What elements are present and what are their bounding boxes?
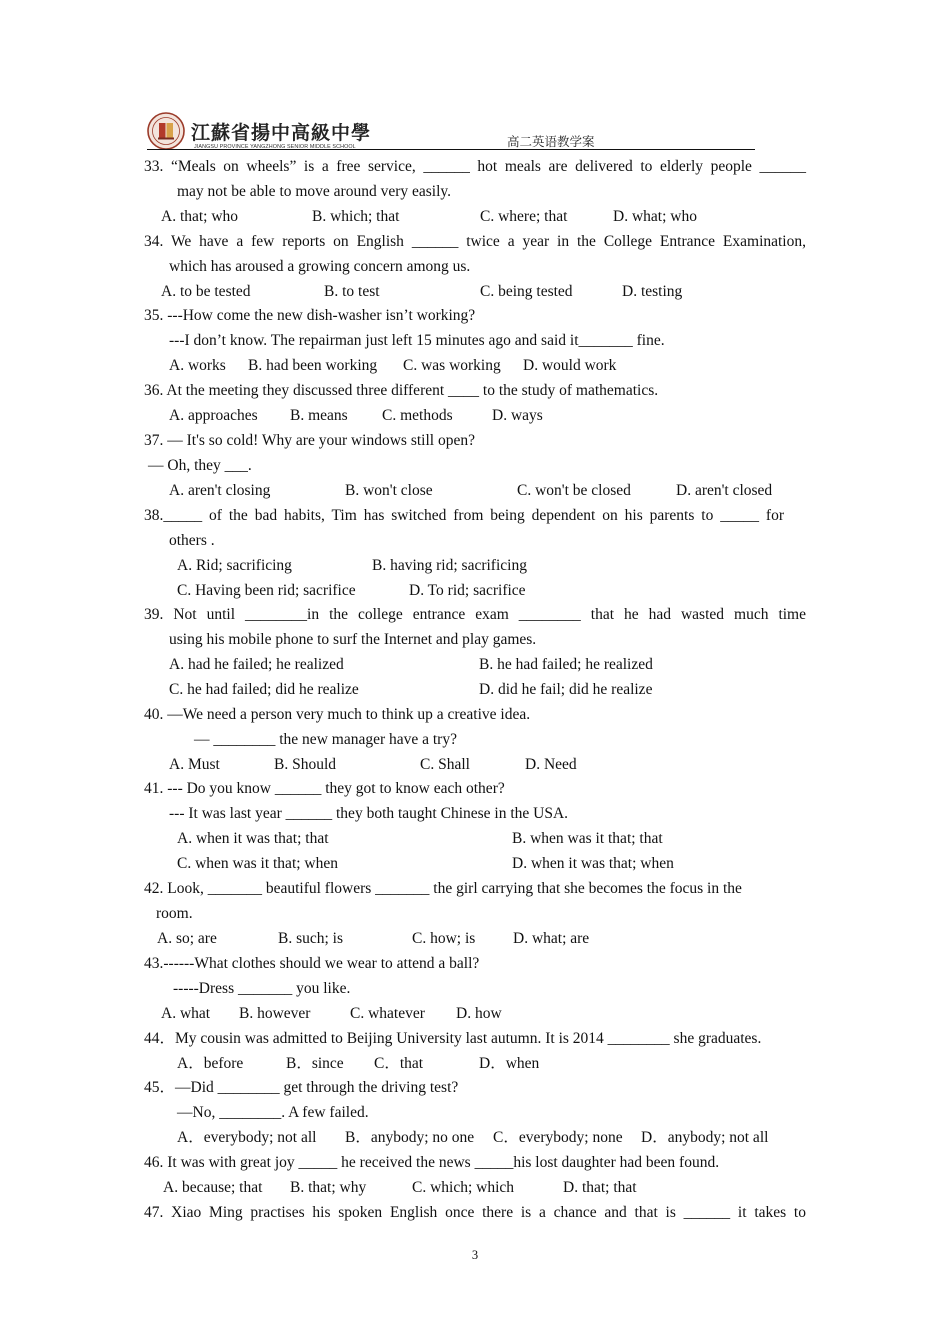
q41-option-d: D. when it was that; when xyxy=(512,855,674,872)
q36-option-c: C. methods xyxy=(382,407,453,424)
q41-option-c: C. when was it that; when xyxy=(177,855,339,872)
q37-line-2: — Oh, they ___. xyxy=(148,457,252,474)
q38-line-2: others . xyxy=(169,532,215,549)
q42-option-c: C. how; is xyxy=(412,930,476,947)
q45-option-d: D．anybody; not all xyxy=(641,1129,769,1146)
school-name-en: JIANGSU PROVINCE YANGZHONG SENIOR MIDDLE SCHOOL xyxy=(194,144,356,150)
q37-option-d: D. aren't closed xyxy=(676,482,773,499)
q37-option-c: C. won't be closed xyxy=(517,482,631,499)
q34-line-2: which has aroused a growing concern among us. xyxy=(169,258,471,275)
q35-option-b: B. had been working xyxy=(248,357,378,374)
q33-line-2: may not be able to move around very easily. xyxy=(177,183,452,200)
q39-option-b: B. he had failed; he realized xyxy=(479,656,653,673)
q42-option-a: A. so; are xyxy=(157,930,217,947)
q40-option-a: A. Must xyxy=(169,756,220,773)
q35-option-d: D. would work xyxy=(523,357,617,374)
q36-option-a: A. approaches xyxy=(169,407,258,424)
q44-option-d: D．when xyxy=(479,1055,540,1072)
page-header xyxy=(147,112,755,150)
q33-option-d: D. what; who xyxy=(613,208,697,225)
q40-option-b: B. Should xyxy=(274,756,337,773)
q40-option-c: C. Shall xyxy=(420,756,470,773)
q42-line-1: 42. Look, _______ beautiful flowers _______ the girl carrying that she becomes the focus in the xyxy=(144,880,742,897)
q39-option-c: C. he had failed; did he realize xyxy=(169,681,359,698)
q43-option-b: B. however xyxy=(239,1005,311,1022)
q43-option-d: D. how xyxy=(456,1005,502,1022)
q35-option-c: C. was working xyxy=(403,357,501,374)
q42-option-d: D. what; are xyxy=(513,930,590,947)
q45-option-a: A．everybody; not all xyxy=(177,1129,317,1146)
q38-option-a: A. Rid; sacrificing xyxy=(177,557,292,574)
q33-option-a: A. that; who xyxy=(161,208,239,225)
q34-option-d: D. testing xyxy=(622,283,683,300)
q40-line-1: 40. —We need a person very much to think up a creative idea. xyxy=(144,706,531,723)
q46-option-c: C. which; which xyxy=(412,1179,515,1196)
q37-line-1: 37. — It's so cold! Why are your windows still open? xyxy=(144,432,475,449)
q42-option-b: B. such; is xyxy=(278,930,344,947)
q37-option-a: A. aren't closing xyxy=(169,482,271,499)
q34-option-c: C. being tested xyxy=(480,283,573,300)
q46-option-d: D. that; that xyxy=(563,1179,637,1196)
q43-option-a: A. what xyxy=(161,1005,211,1022)
q34-option-a: A. to be tested xyxy=(161,283,251,300)
q33-option-c: C. where; that xyxy=(480,208,568,225)
q35-line-1: 35. ---How come the new dish-washer isn’t working? xyxy=(144,307,476,324)
q46-line-1: 46. It was with great joy _____ he received the news _____his lost daughter had been found. xyxy=(144,1154,720,1171)
q44-option-b: B．since xyxy=(286,1055,344,1072)
q35-option-a: A. works xyxy=(169,357,226,374)
q47-line-1: 47. Xiao Ming practises his spoken English once there is a chance and that is ______ it takes to xyxy=(144,1204,806,1221)
q39-line-2: using his mobile phone to surf the Internet and play games. xyxy=(169,631,537,648)
q43-line-1: 43.------What clothes should we wear to attend a ball? xyxy=(144,955,480,972)
q34-option-b: B. to test xyxy=(324,283,380,300)
header-divider xyxy=(147,149,755,150)
q43-line-2: -----Dress _______ you like. xyxy=(173,980,351,997)
q33-option-b: B. which; that xyxy=(312,208,400,225)
q33-line-1: 33. “Meals on wheels” is a free service, ______ hot meals are delivered to elderly people ______ xyxy=(144,158,806,175)
q35-line-2: ---I don’t know. The repairman just left 15 minutes ago and said it_______ fine. xyxy=(169,332,665,349)
q39-option-d: D. did he fail; did he realize xyxy=(479,681,653,698)
school-name-cn: 江蘇省揚中高級中學 xyxy=(191,122,372,144)
q44-option-a: A．before xyxy=(177,1055,244,1072)
q45-option-c: C．everybody; none xyxy=(493,1129,623,1146)
q43-option-c: C. whatever xyxy=(350,1005,425,1022)
q41-line-2: --- It was last year ______ they both taught Chinese in the USA. xyxy=(169,805,569,822)
q38-option-b: B. having rid; sacrificing xyxy=(372,557,527,574)
q44-option-c: C．that xyxy=(374,1055,424,1072)
q46-option-b: B. that; why xyxy=(290,1179,367,1196)
q41-option-b: B. when was it that; that xyxy=(512,830,663,847)
q41-line-1: 41. --- Do you know ______ they got to know each other? xyxy=(144,780,505,797)
q38-line-1: 38._____ of the bad habits, Tim has switched from being dependent on his parents to _____ for xyxy=(144,507,784,524)
q38-option-d: D. To rid; sacrifice xyxy=(409,582,526,599)
q45-option-b: B．anybody; no one xyxy=(345,1129,475,1146)
school-seal-icon xyxy=(147,112,185,150)
q39-option-a: A. had he failed; he realized xyxy=(169,656,344,673)
q36-line-1: 36. At the meeting they discussed three different ____ to the study of mathematics. xyxy=(144,382,659,399)
q44-line-1: 44．My cousin was admitted to Beijing University last autumn. It is 2014 ________ she graduates. xyxy=(144,1030,762,1047)
page-number: 3 xyxy=(471,1248,479,1262)
q40-option-d: D. Need xyxy=(525,756,577,773)
q36-option-b: B. means xyxy=(290,407,348,424)
q42-line-2: room. xyxy=(156,905,193,922)
q34-line-1: 34. We have a few reports on English ______ twice a year in the College Entrance Examination, xyxy=(144,233,806,250)
q36-option-d: D. ways xyxy=(492,407,543,424)
q46-option-a: A. because; that xyxy=(163,1179,263,1196)
q37-option-b: B. won't close xyxy=(345,482,433,499)
q39-line-1: 39. Not until ________in the college entrance exam ________ that he had wasted much time xyxy=(144,606,806,623)
q45-line-1: 45．—Did ________ get through the driving test? xyxy=(144,1079,459,1096)
q41-option-a: A. when it was that; that xyxy=(177,830,329,847)
q38-option-c: C. Having been rid; sacrifice xyxy=(177,582,356,599)
q40-line-2: — ________ the new manager have a try? xyxy=(194,731,457,748)
document-title: 高二英语教学案 xyxy=(507,134,595,149)
q45-line-2: —No, ________. A few failed. xyxy=(177,1104,369,1121)
